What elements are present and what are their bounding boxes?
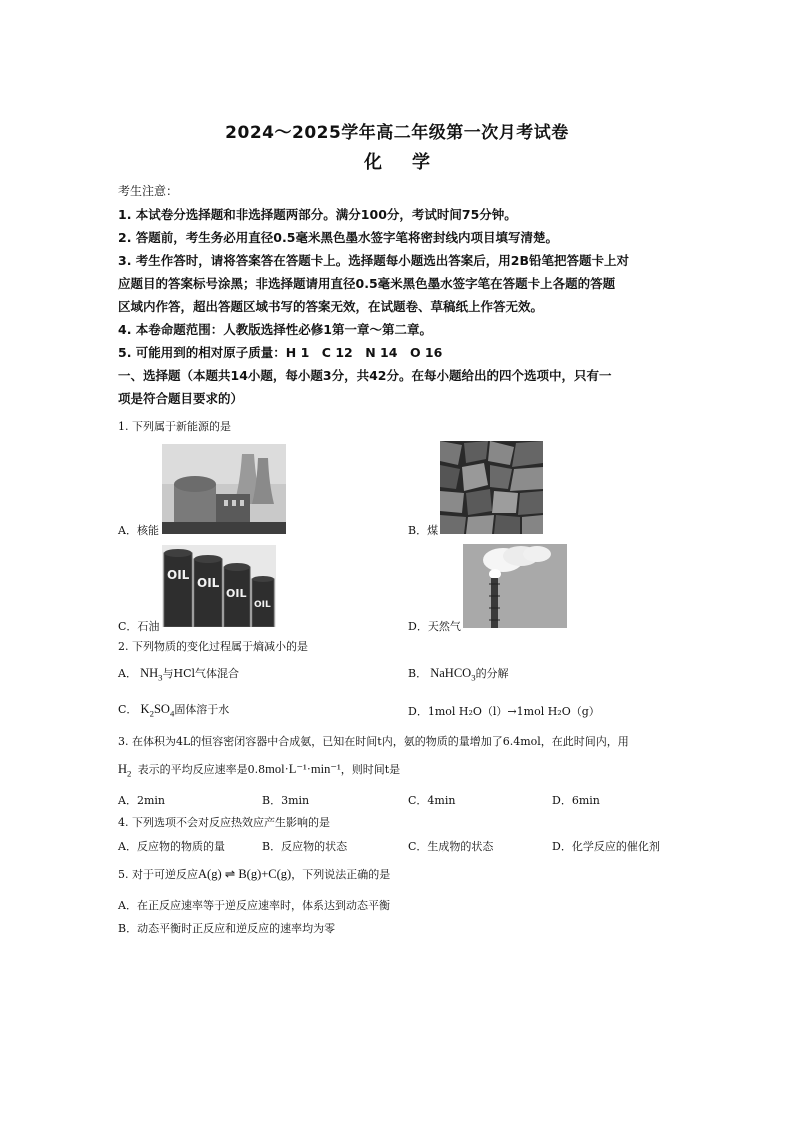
notice-item-3: 3. 考生作答时，请将答案答在答题卡上。选择题每小题选出答案后，用2B铅笔把答题卡上对 [118, 253, 630, 268]
q3-option-d: D．6min [552, 794, 600, 807]
notice-item-3-cont2: 区域内作答，超出答题区域书写的答案无效，在试题卷、草稿纸上作答无效。 [118, 299, 544, 314]
notice-item-2: 2. 答题前，考生务必用直径0.5毫米黑色墨水签字笔将密封线内项目填写清楚。 [118, 230, 558, 245]
q2-option-c: C． $K_2SO_4$固体溶于水 [118, 702, 230, 719]
oil-label-2: OIL [197, 576, 220, 590]
q1-option-a: A．核能 [118, 524, 159, 537]
q3-option-a: A．2min [118, 794, 165, 807]
notice-item-1: 1. 本试卷分选择题和非选择题两部分。满分100分，考试时间75分钟。 [118, 207, 517, 222]
section-heading-line2: 项是符合题目要求的） [118, 391, 244, 406]
q2-stem: 2. 下列物质的变化过程属于熵减小的是 [118, 640, 308, 653]
coal-photo [440, 441, 543, 534]
exam-title: 2024～2025学年高二年级第一次月考试卷 [225, 123, 569, 143]
nuclear-plant-photo [162, 444, 286, 534]
notice-item-4: 4. 本卷命题范围：人教版选择性必修1第一章～第二章。 [118, 322, 432, 337]
q5-option-b: B．动态平衡时正反应和逆反应的速率均为零 [118, 922, 336, 935]
q3-option-c: C．4min [408, 794, 456, 807]
notice-item-3-cont1: 应题目的答案标号涂黑；非选择题请用直径0.5毫米黑色墨水签字笔在答题卡上各题的答题 [118, 276, 616, 291]
q5-equation: A(g) ⇌ B(g)+C(g) [198, 867, 292, 881]
q1-stem: 1. 下列属于新能源的是 [118, 420, 231, 433]
oil-label-1: OIL [167, 568, 190, 582]
q1-option-c: C．石油 [118, 620, 160, 633]
q1-option-b: B．煤 [408, 524, 439, 537]
q5-stem: 5. 对于可逆反应A(g) ⇌ B(g)+C(g)，下列说法正确的是 [118, 867, 391, 881]
q4-option-c: C．生成物的状态 [408, 840, 494, 853]
q3-stem-line2: $H_2$ 表示的平均反应速率是0.8mol·L⁻¹·min⁻¹，则时间t是 [118, 762, 401, 779]
q3-option-b: B．3min [262, 794, 310, 807]
notice-heading: 考生注意： [118, 184, 179, 198]
gas-flare-photo [463, 544, 567, 628]
q3-stem-line1: 3. 在体积为4L的恒容密闭容器中合成氨，已知在时间t内，氨的物质的量增加了6.4mol，在此时间内，用 [118, 735, 629, 748]
q2-option-a: A． $NH_3$与HCl气体混合 [118, 666, 240, 683]
q4-option-b: B．反应物的状态 [262, 840, 348, 853]
oil-label-3: OIL [226, 587, 247, 600]
q2-option-b: B． NaHCO$_3$的分解 [408, 666, 509, 683]
oil-label-4: OIL [254, 600, 271, 610]
section-heading-line1: 一、选择题（本题共14小题，每小题3分，共42分。在每小题给出的四个选项中，只有一 [118, 368, 612, 383]
oil-barrels-photo [162, 545, 276, 627]
notice-item-5: 5. 可能用到的相对原子质量：H 1 C 12 N 14 O 16 [118, 345, 443, 360]
q2-option-d: D．1mol H₂O（l）→1mol H₂O（g） [408, 705, 600, 718]
q1-option-d: D．天然气 [408, 620, 461, 633]
q4-option-a: A．反应物的物质的量 [118, 840, 225, 853]
q4-option-d: D．化学反应的催化剂 [552, 840, 660, 853]
q4-stem: 4. 下列选项不会对反应热效应产生影响的是 [118, 816, 330, 829]
q5-option-a: A．在正反应速率等于逆反应速率时，体系达到动态平衡 [118, 899, 390, 912]
subject-title: 化学 [364, 152, 460, 173]
